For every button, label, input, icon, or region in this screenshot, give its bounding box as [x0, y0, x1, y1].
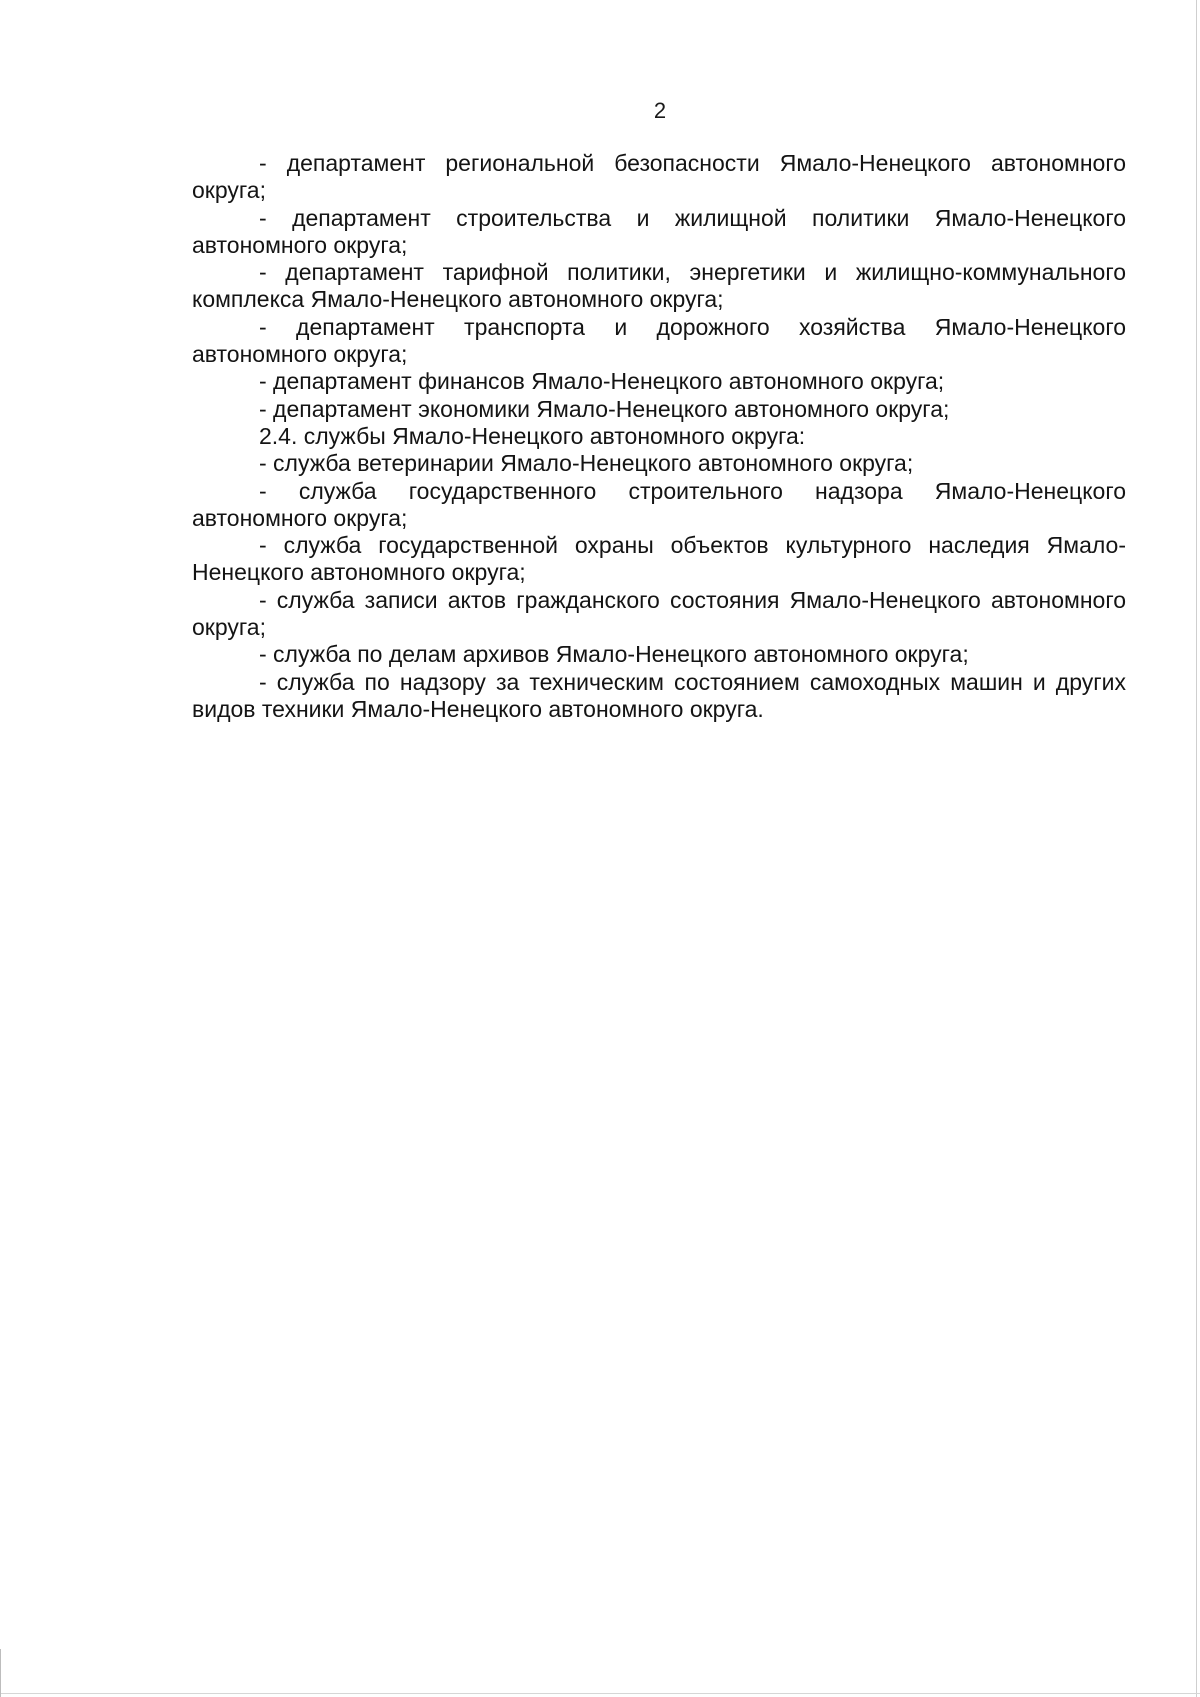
- paragraph-service-cultural-heritage: - служба государственной охраны объектов культурного наследия Ямало-Ненецкого автономного округа;: [192, 532, 1126, 586]
- paragraph-department-tariff-policy: - департамент тарифной политики, энергетики и жилищно-коммунального комплекса Ямало-Ненецкого автономного округа;: [192, 259, 1126, 313]
- paragraph-department-regional-security: - департамент региональной безопасности Ямало-Ненецкого автономного округа;: [192, 150, 1126, 204]
- paragraph-service-archives: - служба по делам архивов Ямало-Ненецкого автономного округа;: [259, 641, 969, 668]
- scan-edge-left: [0, 1649, 1, 1697]
- paragraph-service-construction-supervision: - служба государственного строительного надзора Ямало-Ненецкого автономного округа;: [192, 477, 1126, 531]
- paragraph-department-finance: - департамент финансов Ямало-Ненецкого автономного округа;: [259, 368, 945, 395]
- section-heading-services: 2.4. службы Ямало-Ненецкого автономного округа:: [259, 422, 806, 449]
- paragraph-service-machinery-supervision: - служба по надзору за техническим состоянием самоходных машин и других видов техники Ямало-Ненецкого автономного округа.: [192, 668, 1126, 722]
- page-number: 2: [653, 98, 667, 123]
- paragraph-department-transport: - департамент транспорта и дорожного хозяйства Ямало-Ненецкого автономного округа;: [192, 313, 1126, 368]
- paragraph-service-civil-registry: - служба записи актов гражданского состояния Ямало-Ненецкого автономного округа;: [192, 586, 1126, 641]
- scan-edge-bottom: [0, 1693, 1200, 1694]
- paragraph-service-veterinary: - служба ветеринарии Ямало-Ненецкого автономного округа;: [259, 450, 914, 477]
- scan-edge-right: [1196, 0, 1197, 1697]
- paragraph-department-construction: - департамент строительства и жилищной политики Ямало-Ненецкого автономного округа;: [192, 204, 1126, 258]
- paragraph-department-economy: - департамент экономики Ямало-Ненецкого автономного округа;: [259, 395, 950, 422]
- document-body: [192, 150, 1126, 723]
